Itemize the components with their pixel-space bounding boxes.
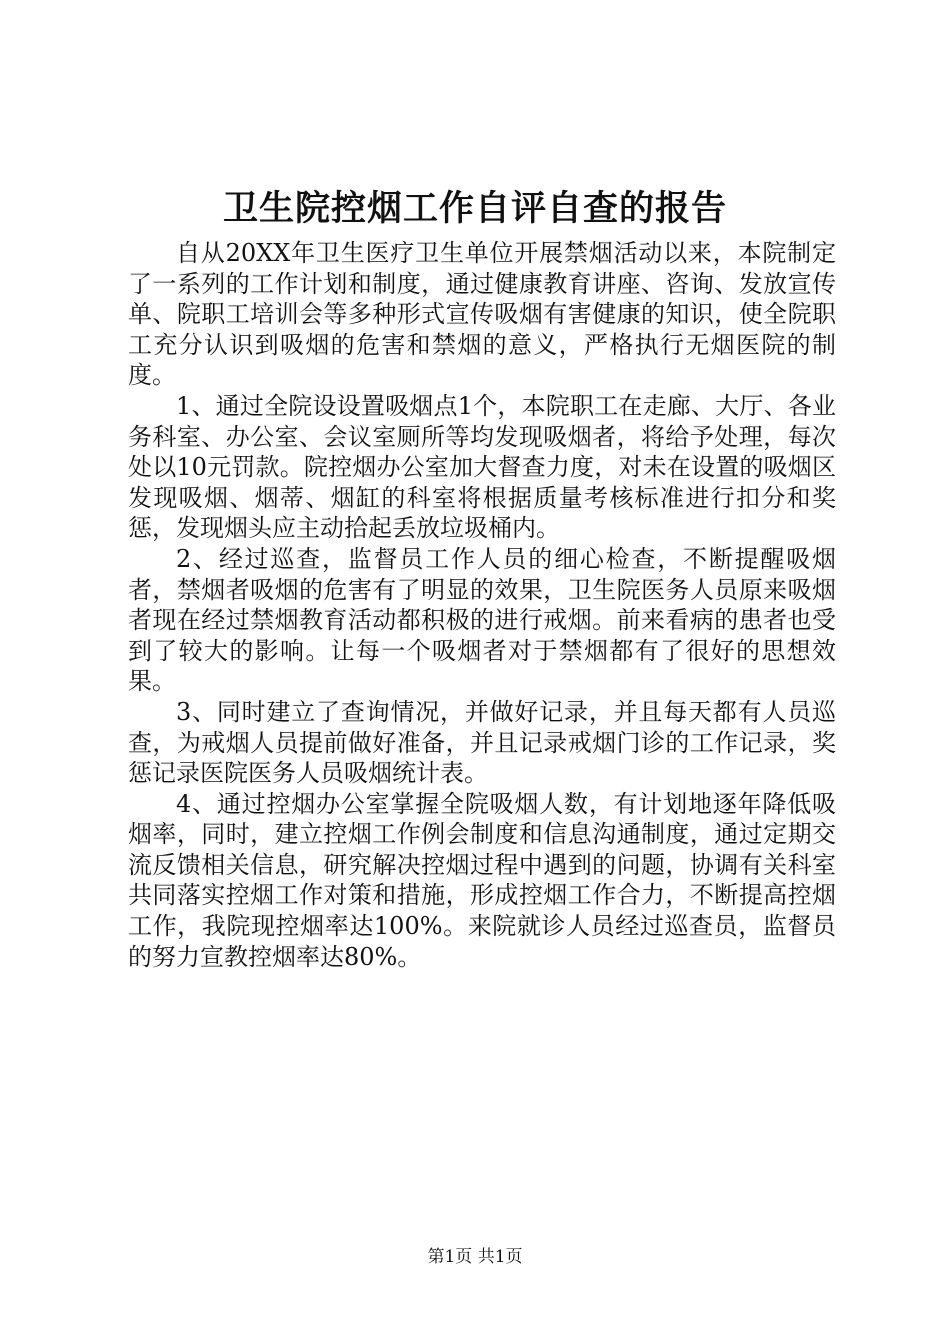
paragraph-item-4: 4、通过控烟办公室掌握全院吸烟人数，有计划地逐年降低吸烟率，同时，建立控烟工作例会制度和信息沟通制度，通过定期交流反馈相关信息，研究解决控烟过程中遇到的问题，协调有关科室共同落实控烟工作对策和措施，形成控烟工作合力，不断提高控烟工作，我院现控烟率达100%。来院就诊人员经过巡查员，监督员的努力宣教控烟率达80%。 <box>128 789 836 971</box>
paragraph-item-2: 2、经过巡查，监督员工作人员的细心检查，不断提醒吸烟者，禁烟者吸烟的危害有了明显的效果，卫生院医务人员原来吸烟者现在经过禁烟教育活动都积极的进行戒烟。前来看病的患者也受到了较大的影响。让每一个吸烟者对于禁烟都有了很好的思想效果。 <box>128 544 836 696</box>
document-body <box>128 238 836 972</box>
document-title: 卫生院控烟工作自评自查的报告 <box>222 189 727 229</box>
paragraph-item-3: 3、同时建立了查询情况，并做好记录，并且每天都有人员巡查，为戒烟人员提前做好准备，并且记录戒烟门诊的工作记录，奖惩记录医院医务人员吸烟统计表。 <box>128 697 836 788</box>
paragraph-intro: 自从20XX年卫生医疗卫生单位开展禁烟活动以来，本院制定了一系列的工作计划和制度，通过健康教育讲座、咨询、发放宣传单、院职工培训会等多种形式宣传吸烟有害健康的知识，使全院职工充分认识到吸烟的危害和禁烟的意义，严格执行无烟医院的制度。 <box>128 239 836 390</box>
paragraph-item-1: 1、通过全院设设置吸烟点1个，本院职工在走廊、大厅、各业务科室、办公室、会议室厕所等均发现吸烟者，将给予处理，每次处以10元罚款。院控烟办公室加大督查力度，对未在设置的吸烟区发现吸烟、烟蒂、烟缸的科室将根据质量考核标准进行扣分和奖惩，发现烟头应主动拾起丢放垃圾桶内。 <box>128 391 836 543</box>
page-footer: 第1页 共1页 <box>427 1247 523 1267</box>
